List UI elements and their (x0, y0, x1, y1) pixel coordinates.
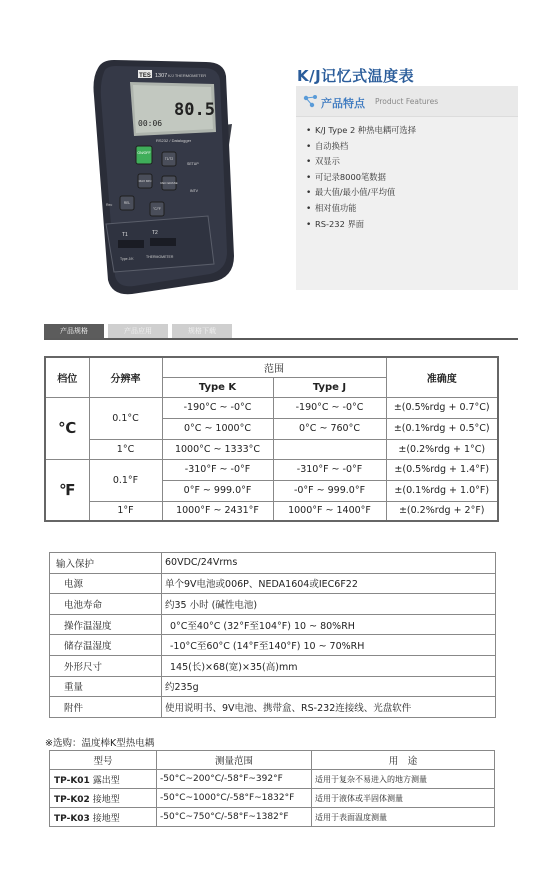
type-j-cell: -190°C ~ -0°C (273, 397, 386, 418)
table-row (50, 808, 495, 827)
share-nodes-icon (303, 94, 319, 108)
svg-text:ON/OFF: ON/OFF (137, 151, 151, 155)
feature-item: • 可记录8000笔数据 (306, 170, 416, 186)
probe-model-cell (50, 770, 157, 789)
probe-range: -50°C~1000°C/-58°F~1832°F (157, 789, 312, 808)
port-t1 (118, 240, 144, 248)
probe-table (49, 750, 495, 827)
table-row (50, 676, 496, 697)
feature-panel (296, 86, 518, 290)
col-header-accuracy: 准确度 (386, 357, 498, 397)
spec-label: 输入保护 (50, 553, 162, 574)
table-row (50, 635, 496, 656)
port-t1-label: T1 (122, 232, 128, 238)
spec-value: 约35 小时 (碱性电池) (162, 594, 496, 615)
spec-value: 单个9V电池或006P、NEDA1604或IEC6F22 (162, 573, 496, 594)
tab-downloads[interactable]: 规格下载 (172, 324, 232, 338)
resolution-cell: 1°F (89, 501, 162, 521)
svg-text:THERMOMETER: THERMOMETER (146, 255, 174, 259)
port-t2 (150, 238, 176, 246)
probe-model-cell (50, 789, 157, 808)
svg-text:INTV: INTV (190, 189, 198, 193)
col-header-type-j: Type J (273, 377, 386, 397)
accuracy-cell: ±(0.2%rdg + 1°C) (386, 439, 498, 459)
probe-use: 适用于液体或半固体测量 (312, 789, 495, 808)
svg-text:SETUP: SETUP (187, 162, 199, 166)
resolution-cell: 1°C (89, 439, 162, 459)
col-header-span: 范围 (162, 357, 386, 377)
type-k-cell: -190°C ~ -0°C (162, 397, 273, 418)
col-header-use: 用 途 (312, 751, 495, 770)
feature-list (306, 123, 416, 232)
type-k-cell: 0°C ~ 1000°C (162, 418, 273, 439)
table-row (50, 573, 496, 594)
probe-model-cell (50, 808, 157, 827)
general-spec-table (49, 552, 496, 718)
svg-text:Type J/K: Type J/K (120, 257, 134, 261)
probe-range: -50°C~200°C/-58°F~392°F (157, 770, 312, 789)
col-header-model: 型号 (50, 751, 157, 770)
svg-text:MAX MIN: MAX MIN (138, 179, 152, 183)
lcd-main-reading: 80.5 (174, 100, 215, 120)
feature-item: • K/J Type 2 种热电耦可选择 (306, 123, 416, 139)
table-row (50, 697, 496, 718)
range-spec-table (44, 356, 499, 522)
spec-label: 操作温湿度 (50, 614, 162, 635)
lcd-sub-reading: 00:06 (138, 119, 163, 128)
col-header-measure-range: 测量范围 (157, 751, 312, 770)
spec-label: 电池寿命 (50, 594, 162, 615)
feature-heading-en: Product Features (375, 97, 439, 106)
feature-item: • 自动换档 (306, 139, 416, 155)
spec-label: 电源 (50, 573, 162, 594)
spec-label: 储存温湿度 (50, 635, 162, 656)
feature-heading: 产品特点 (321, 97, 365, 110)
type-k-cell: 1000°C ~ 1333°C (162, 439, 273, 459)
unit-fahrenheit: ℉ (45, 459, 89, 521)
feature-item: • RS-232 界面 (306, 217, 416, 233)
table-row (50, 770, 495, 789)
feature-item: • 相对值功能 (306, 201, 416, 217)
probe-kind: 露出型 (92, 775, 120, 786)
spec-label: 附件 (50, 697, 162, 718)
power-button (136, 146, 152, 164)
probe-section-title: ※选购：温度棒K型热电耦 (45, 738, 155, 749)
type-k-cell: 1000°F ~ 2431°F (162, 501, 273, 521)
device-subtitle: K/J THERMOMETER (168, 73, 207, 78)
table-row (50, 553, 496, 574)
accuracy-cell: ±(0.5%rdg + 1.4°F) (386, 459, 498, 480)
spec-value: 0°C至40°C (32°F至104°F) 10 ~ 80%RH (162, 614, 496, 635)
probe-code: TP-K03 (54, 813, 90, 824)
probe-code: TP-K02 (54, 794, 90, 805)
svg-text:REL: REL (123, 201, 131, 205)
resolution-cell: 0.1°C (89, 397, 162, 439)
probe-use: 适用于复杂不易进入的地方测量 (312, 770, 495, 789)
spec-value: 约235g (162, 676, 496, 697)
table-row (50, 655, 496, 676)
resolution-cell: 0.1°F (89, 459, 162, 501)
svg-text:°C/°F: °C/°F (153, 207, 161, 211)
unit-celsius: ℃ (45, 397, 89, 459)
tab-specs[interactable]: 产品规格 (44, 324, 104, 338)
type-k-cell: 0°F ~ 999.0°F (162, 480, 273, 501)
table-row (45, 439, 498, 459)
spec-value: 使用说明书、9V电池、携带盒、RS-232连接线、光盘软件 (162, 697, 496, 718)
type-j-cell (273, 439, 386, 459)
device-model: 1307 (155, 73, 168, 79)
accuracy-cell: ±(0.2%rdg + 2°F) (386, 501, 498, 521)
accuracy-cell: ±(0.1%rdg + 0.5°C) (386, 418, 498, 439)
table-row (50, 789, 495, 808)
port-t2-label: T2 (152, 230, 158, 236)
col-header-resolution: 分辨率 (89, 357, 162, 397)
feature-item: • 双显示 (306, 154, 416, 170)
probe-kind: 接地型 (92, 813, 120, 824)
tab-bar (44, 324, 518, 340)
datalogger-label: RS232 / Datalogger (156, 138, 192, 143)
accuracy-cell: ±(0.5%rdg + 0.7°C) (386, 397, 498, 418)
svg-text:REC ERASE: REC ERASE (160, 181, 178, 185)
type-j-cell: 0°C ~ 760°C (273, 418, 386, 439)
svg-text:Rec: Rec (106, 203, 113, 207)
accuracy-cell: ±(0.1%rdg + 1.0°F) (386, 480, 498, 501)
feature-item: • 最大值/最小值/平均值 (306, 185, 416, 201)
type-j-cell: 1000°F ~ 1400°F (273, 501, 386, 521)
product-image (88, 56, 238, 296)
table-row (45, 397, 498, 418)
tab-applications[interactable]: 产品应用 (108, 324, 168, 338)
product-title: K/J记忆式温度表 (297, 67, 415, 85)
type-k-cell: -310°F ~ -0°F (162, 459, 273, 480)
probe-use: 适用于表面温度测量 (312, 808, 495, 827)
feature-header (296, 86, 518, 117)
probe-code: TP-K01 (54, 775, 90, 786)
spec-value: 60VDC/24Vrms (162, 553, 496, 574)
table-row (45, 459, 498, 480)
spec-value: -10°C至60°C (14°F至140°F) 10 ~ 70%RH (162, 635, 496, 656)
svg-text:T1/T2: T1/T2 (164, 157, 174, 161)
table-row (50, 614, 496, 635)
type-j-cell: -310°F ~ -0°F (273, 459, 386, 480)
col-header-range: 档位 (45, 357, 89, 397)
table-row (50, 594, 496, 615)
spec-label: 外形尺寸 (50, 655, 162, 676)
table-row (45, 501, 498, 521)
spec-label: 重量 (50, 676, 162, 697)
device-brand: TES (139, 73, 151, 79)
probe-range: -50°C~750°C/-58°F~1382°F (157, 808, 312, 827)
probe-kind: 接地型 (92, 794, 120, 805)
type-j-cell: -0°F ~ 999.0°F (273, 480, 386, 501)
spec-value: 145(长)×68(宽)×35(高)mm (162, 655, 496, 676)
col-header-type-k: Type K (162, 377, 273, 397)
